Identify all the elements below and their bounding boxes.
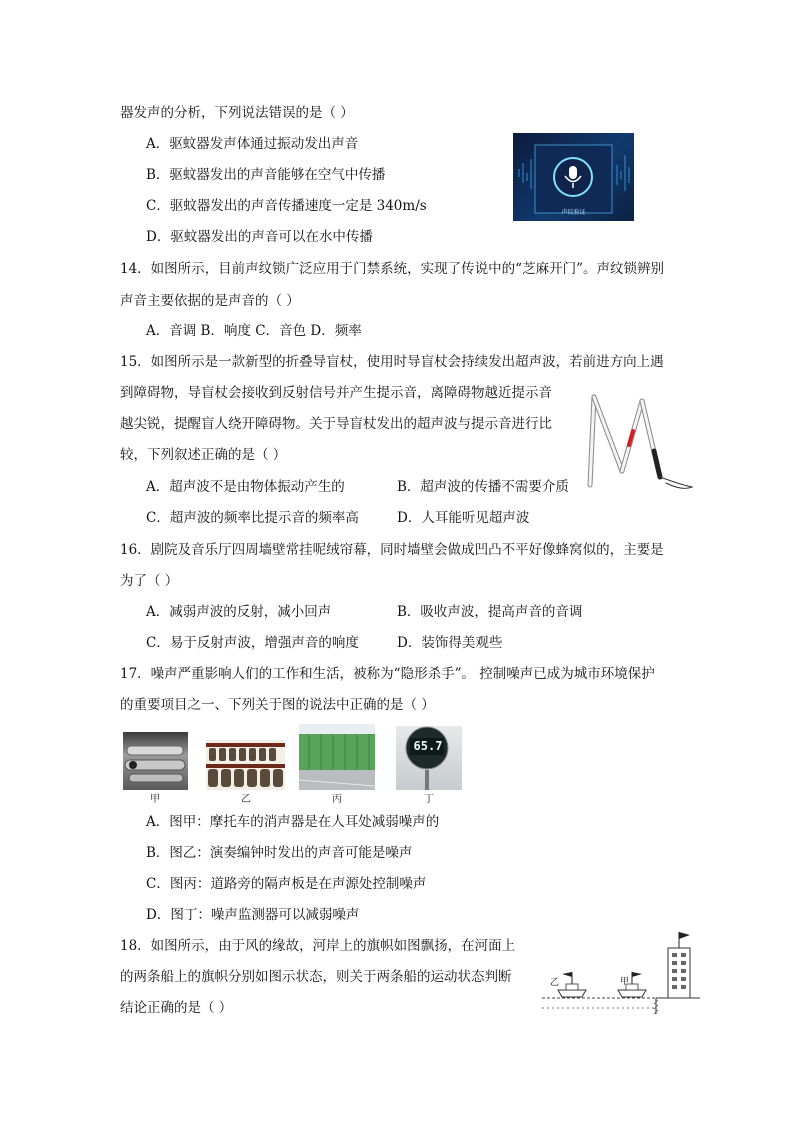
muffler-svg xyxy=(123,732,188,790)
q17-option-c[interactable]: C．图丙：道路旁的隔声板是在声源处控制噪声 xyxy=(146,876,427,892)
q17-stem-line-1: 17．噪声严重影响人们的工作和生活，被称为“隐形杀手”。 控制噪声已成为城市环境保护 xyxy=(120,666,655,682)
sound-barrier-svg xyxy=(299,724,375,790)
q15-option-b[interactable]: B．超声波的传播不需要介质 xyxy=(397,479,569,495)
q13-option-c[interactable]: C．驱蚊器发出的声音传播速度一定是 340m/s xyxy=(146,198,427,214)
q13-option-a[interactable]: A．驱蚊器发声体通过振动发出声音 xyxy=(146,136,359,152)
folding-cane-svg xyxy=(582,393,700,493)
figure-ding-noise-monitor xyxy=(396,726,462,790)
q14-stem-line-2: 声音主要依据的是声音的（ ） xyxy=(120,293,300,309)
caption-jia: 甲 xyxy=(150,794,160,805)
figure-bing-sound-barrier xyxy=(299,724,375,790)
caption-yi: 乙 xyxy=(241,794,251,805)
q17-stem-line-2: 的重要项目之一、下列关于图的说法中正确的是（ ） xyxy=(120,697,435,713)
figure-jia-muffler xyxy=(123,732,188,790)
river-boats-svg xyxy=(540,928,700,1018)
q13-option-b[interactable]: B．驱蚊器发出的声音能够在空气中传播 xyxy=(146,167,386,183)
q15-option-a[interactable]: A．超声波不是由物体振动产生的 xyxy=(146,479,345,495)
microphone-icon xyxy=(569,166,577,179)
shore-flag-icon xyxy=(679,932,690,939)
q13-stem: 器发声的分析，下列说法错误的是（ ） xyxy=(120,105,354,121)
q15-stem-line-4: 较，下列叙述正确的是（ ） xyxy=(120,447,287,463)
q16-option-d[interactable]: D．装饰得美观些 xyxy=(397,635,503,651)
noise-meter-reading: 65.7 xyxy=(413,739,443,753)
caption-bing: 丙 xyxy=(332,794,342,805)
voiceprint-label: 声纹验证 xyxy=(561,209,586,216)
q14-stem-line-1: 14．如图所示，目前声纹锁广泛应用于门禁系统，实现了传说中的“芝麻开门”。声纹锁辨别 xyxy=(120,261,664,277)
boat-yi-flag-icon xyxy=(562,972,572,977)
q18-stem-line-1: 18．如图所示，由于风的缘故，河岸上的旗帜如图飘扬，在河面上 xyxy=(120,938,516,954)
chime-bells-svg xyxy=(206,740,285,790)
q15-stem-line-1: 15．如图所示是一款新型的折叠导盲杖，使用时导盲杖会持续发出超声波，若前进方向上遇 xyxy=(120,354,664,370)
q17-option-b[interactable]: B．图乙：演奏编钟时发出的声音可能是噪声 xyxy=(146,845,413,861)
q15-stem-line-3: 越尖锐，提醒盲人绕开障碍物。关于导盲杖发出的超声波与提示音进行比 xyxy=(120,416,552,432)
boat-yi-label: 乙 xyxy=(550,978,560,988)
q18-stem-line-2: 的两条船上的旗帜分别如图示状态，则关于两条船的运动状态判断 xyxy=(120,969,512,985)
q15-option-c[interactable]: C．超声波的频率比提示音的频率高 xyxy=(146,510,359,526)
q18-stem-line-3: 结论正确的是（ ） xyxy=(120,1000,233,1016)
boat-jia-flag-icon xyxy=(632,972,642,977)
noise-monitor-svg xyxy=(396,726,462,790)
q14-options[interactable]: A．音调 B．响度 C．音色 D．频率 xyxy=(146,323,362,339)
voiceprint-figure xyxy=(513,133,634,221)
q16-option-c[interactable]: C．易于反射声波，增强声音的响度 xyxy=(146,635,359,651)
river-boats-figure xyxy=(540,928,700,1018)
q17-option-a[interactable]: A．图甲：摩托车的消声器是在人耳处减弱噪声的 xyxy=(146,814,440,830)
figure-yi-chime-bells xyxy=(206,740,285,790)
q16-stem-line-2: 为了（ ） xyxy=(120,573,179,589)
q16-stem-line-1: 16．剧院及音乐厅四周墙壁常挂呢绒帘幕，同时墙壁会做成凹凸不平好像蜂窝似的，主要是 xyxy=(120,542,664,558)
folding-cane-figure xyxy=(582,393,700,493)
q16-option-b[interactable]: B．吸收声波，提高声音的音调 xyxy=(397,604,583,620)
boat-jia-label: 甲 xyxy=(620,977,630,987)
q13-option-d[interactable]: D．驱蚊器发出的声音可以在水中传播 xyxy=(146,229,373,245)
q16-option-a[interactable]: A．减弱声波的反射，减小回声 xyxy=(146,604,332,620)
caption-ding: 丁 xyxy=(424,794,434,805)
q17-option-d[interactable]: D．图丁：噪声监测器可以减弱噪声 xyxy=(146,907,360,923)
q15-stem-line-2: 到障碍物，导盲杖会接收到反射信号并产生提示音，离障碍物越近提示音 xyxy=(120,385,552,401)
q15-option-d[interactable]: D．人耳能听见超声波 xyxy=(397,510,530,526)
